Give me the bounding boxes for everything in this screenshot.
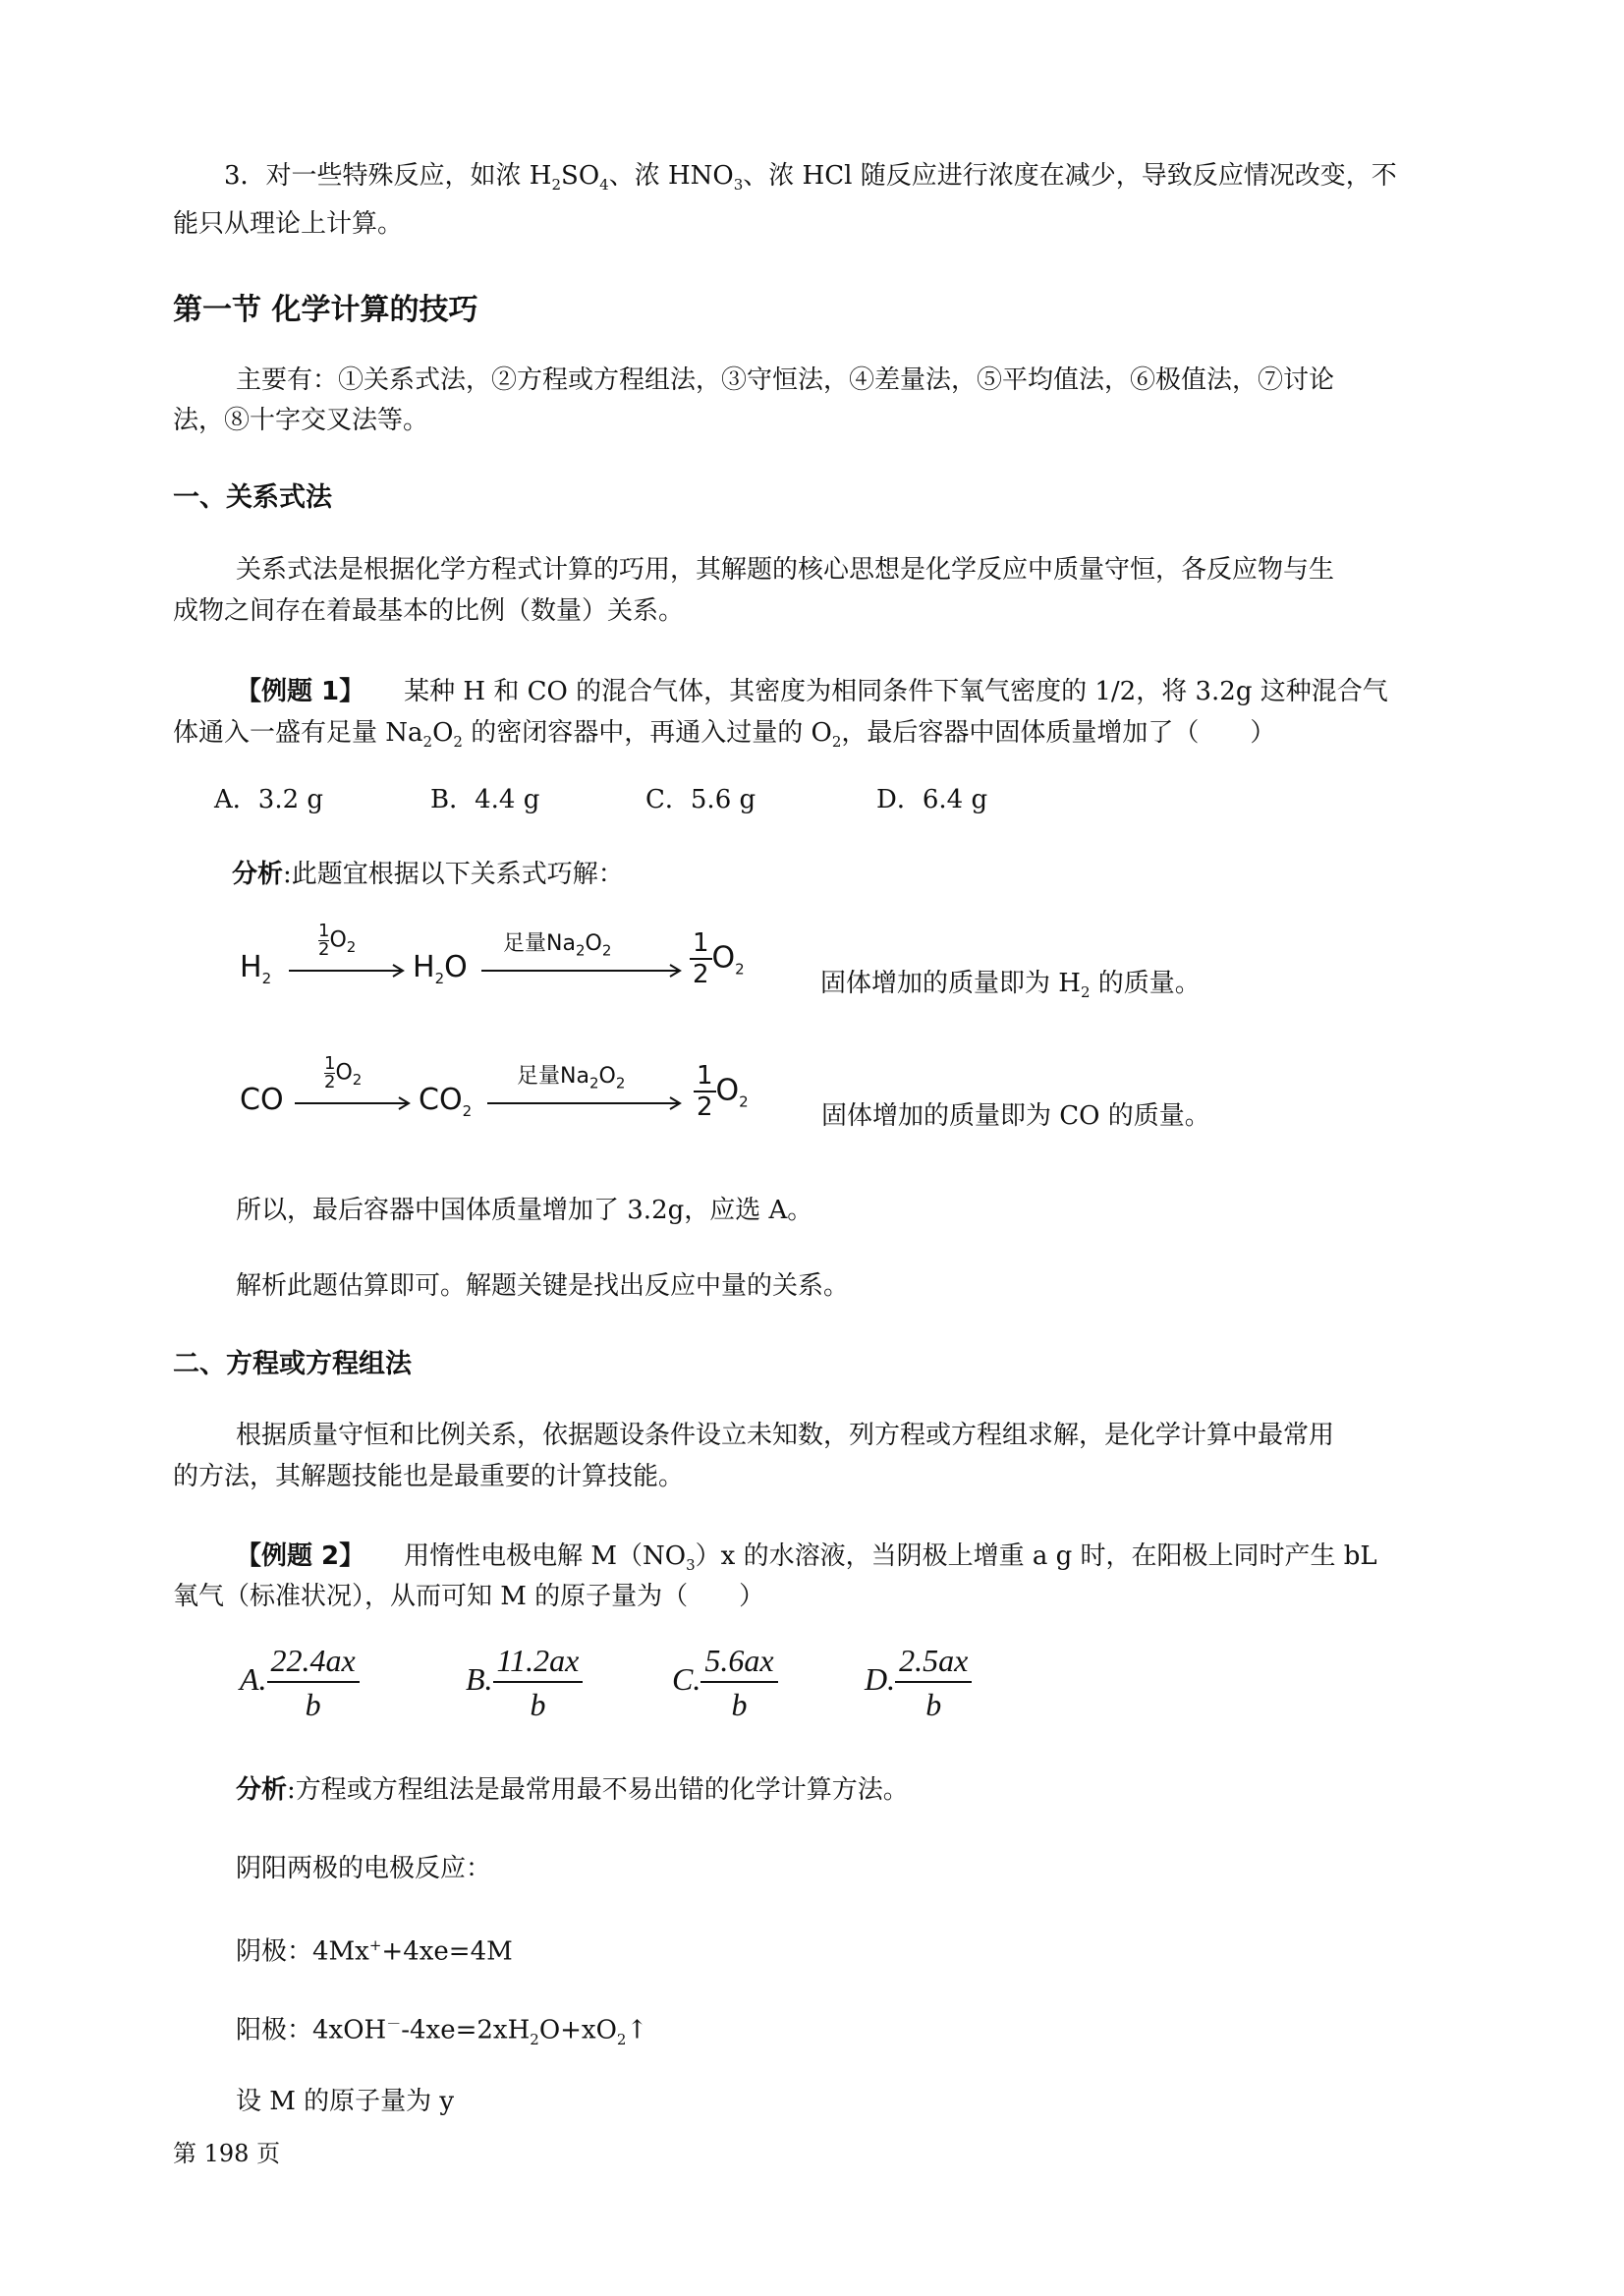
subsection-1-desc-line-1: 关系式法是根据化学方程式计算的巧用，其解题的核心思想是化学反应中质量守恒，各反应物与生 <box>236 555 1335 585</box>
chain-2-mid: $CO_2$ <box>419 1083 473 1120</box>
chain-2-arrow-2-label: 足量$Na_2O_2$ <box>517 1064 626 1092</box>
analysis-1-remark: 解析此题估算即可。解题关键是找出反应中量的关系。 <box>236 1271 850 1301</box>
chain-1-end: $\frac{1}{2}$ $O_2$ <box>690 928 745 989</box>
chain-2-note: 固体增加的质量即为 CO 的质量。 <box>821 1101 1210 1131</box>
example-1-option-d: D．6.4 g <box>876 785 988 814</box>
example-2-option-a: A. $\frac{22.4ax}{b}$ <box>240 1643 360 1723</box>
subsection-2-desc-line-2: 的方法，其解题技能也是最重要的计算技能。 <box>173 1462 685 1491</box>
intro-line-2: 法，⑧十字交叉法等。 <box>173 406 429 435</box>
example-1-line-2: 体通入一盛有足量 $Na_2O_2$ 的密闭容器中，再通入过量的 $O_2$，最后容器中固体质量增加了（ ） <box>173 718 1276 752</box>
page-number: 第 198 页 <box>173 2140 281 2167</box>
cathode-reaction: 阴极：4Mx++4xe=4M <box>236 1936 513 1967</box>
chain-2-start: CO <box>240 1083 284 1117</box>
subsection-2-desc-line-1: 根据质量守恒和比例关系，依据题设条件设立未知数，列方程或方程组求解，是化学计算中最常用 <box>236 1421 1335 1450</box>
example-2-line-2: 氧气（标准状况），从而可知 M 的原子量为（ ） <box>173 1582 765 1611</box>
paragraph-3-line-2: 能只从理论上计算。 <box>173 209 404 239</box>
chain-1-mid: $H_2O$ <box>413 950 468 987</box>
chain-1-arrow-2-label: 足量$Na_2O_2$ <box>503 931 612 960</box>
example-2-line-1: 【例题 2】 用惰性电极电解 $M(NO_3)x$ 的水溶液，当阴极上增重 a g 时，在阳极上同时产生 bL <box>236 1541 1377 1575</box>
chain-1-start: $H_2$ <box>240 950 272 987</box>
chain-2-end: $\frac{1}{2}$ $O_2$ <box>694 1061 749 1122</box>
example-1-option-c: C．5.6 g <box>645 785 756 814</box>
section-title: 第一节 化学计算的技巧 <box>173 293 478 327</box>
example-2-label: 【例题 2】 <box>236 1541 365 1571</box>
paragraph-3-line-1: 3．对一些特殊反应，如浓 $H_2SO_4$、浓 $HNO_3$、浓 HCl 随反应进行浓度在减少，导致反应情况改变，不 <box>224 161 1397 195</box>
chain-2-arrow-2 <box>487 1096 684 1110</box>
reaction-chain-1 <box>240 921 810 1007</box>
analysis-1: 分析:此题宜根据以下关系式巧解： <box>232 860 624 889</box>
example-2-option-d: D. $\frac{2.5ax}{b}$ <box>865 1643 972 1723</box>
chain-1-arrow-2 <box>481 964 684 978</box>
example-1-label: 【例题 1】 <box>236 677 365 706</box>
anode-reaction: 阳极：$4xOH^--4xe=2xH_2O+xO_2↑$ <box>236 2015 648 2048</box>
chain-2-arrow-1-label: $\frac{1}{2}$ $O_2$ <box>324 1053 363 1092</box>
example-1-option-a: A．3.2 g <box>214 785 324 814</box>
reaction-chain-2 <box>240 1053 810 1140</box>
subsection-1-title: 一、关系式法 <box>173 482 332 513</box>
example-2-option-c: C. $\frac{5.6ax}{b}$ <box>672 1643 778 1723</box>
subsection-1-desc-line-2: 成物之间存在着最基本的比例（数量）关系。 <box>173 596 685 626</box>
chain-2-arrow-1 <box>295 1096 413 1110</box>
analysis-2: 分析:方程或方程组法是最常用最不易出错的化学计算方法。 <box>236 1775 909 1805</box>
example-2-option-b: B. $\frac{11.2ax}{b}$ <box>466 1643 583 1723</box>
electrode-intro: 阴阳两极的电极反应： <box>236 1854 492 1883</box>
let-y-statement: 设 M 的原子量为 y <box>236 2087 455 2116</box>
example-1-line-1: 【例题 1】 某种 H 和 CO 的混合气体，其密度为相同条件下氧气密度的 1/2，将 3.2g 这种混合气 <box>236 677 1388 706</box>
chain-1-note: 固体增加的质量即为 $H_2$ 的质量。 <box>820 969 1201 1002</box>
chain-1-arrow-1 <box>289 964 407 978</box>
subsection-2-title: 二、方程或方程组法 <box>173 1349 412 1379</box>
example-1-option-b: B．4.4 g <box>430 785 540 814</box>
chain-1-arrow-1-label: $\frac{1}{2}$ $O_2$ <box>318 921 357 960</box>
intro-line-1: 主要有：①关系式法，②方程或方程组法，③守恒法，④差量法，⑤平均值法，⑥极值法，⑦讨论 <box>236 365 1335 395</box>
analysis-1-conclusion: 所以，最后容器中国体质量增加了 3.2g，应选 A。 <box>236 1196 813 1225</box>
